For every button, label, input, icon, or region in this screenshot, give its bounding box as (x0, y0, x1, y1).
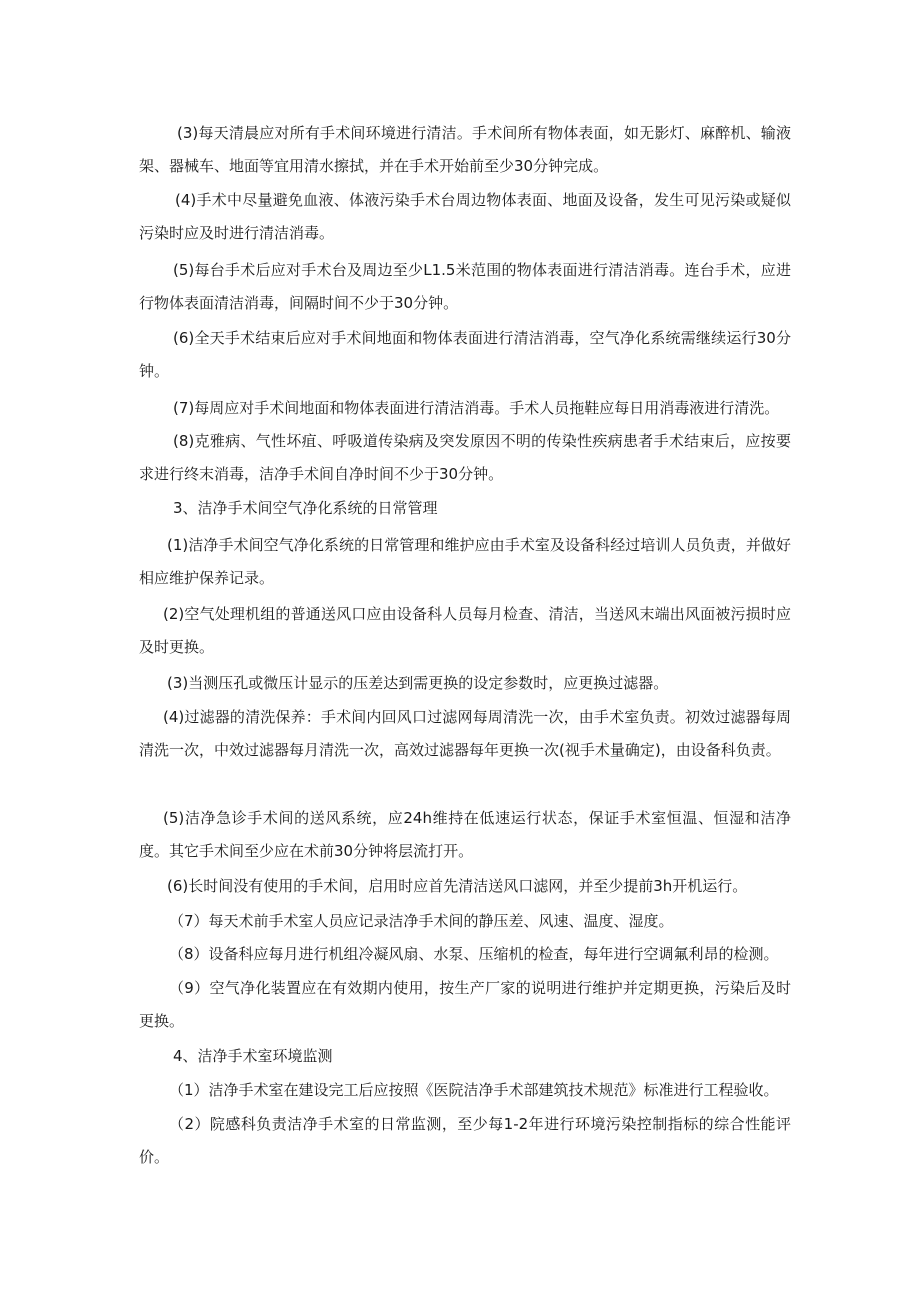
section-heading-3: 3、洁净手术间空气净化系统的日常管理 (173, 499, 438, 517)
paragraph-3-filter-replacement: (3)当测压孔或微压计显示的压差达到需更换的设定参数时，应更换过滤器。 (167, 674, 669, 692)
paragraph-8-terminal-disinfection: (8)克雅病、气性坏疽、呼吸道传染病及突发原因不明的传染性疾病患者手术结束后，应按要求进行终末消毒，洁净手术间自净时间不少于30分钟。 (139, 432, 791, 483)
section-heading-4: 4、洁净手术室环境监测 (173, 1047, 333, 1065)
paragraph-6-end-of-day: (6)全天手术结束后应对手术间地面和物体表面进行清洁消毒，空气净化系统需继续运行30分钟。 (139, 329, 791, 380)
paragraph-2-air-handling-unit: (2)空气处理机组的普通送风口应由设备科人员每月检查、清洁，当送风末端出风面被污损时应及时更换。 (139, 605, 791, 656)
paragraph-4-filter-cleaning: (4)过滤器的清洗保养：手术间内回风口过滤网每周清洗一次，由手术室负责。初效过滤器每周清洗一次，中效过滤器每月清洗一次，高效过滤器每年更换一次(视手术量确定)，由设备科负责。 (139, 708, 791, 759)
paragraph-8-equipment-check: （8）设备科应每月进行机组冷凝风扇、水泵、压缩机的检查，每年进行空调氟利昂的检测。 (169, 945, 779, 963)
paragraph-5-post-surgery-disinfection: (5)每台手术后应对手术台及周边至少L1.5米范围的物体表面进行清洁消毒。连台手术，应进行物体表面清洁消毒，间隔时间不少于30分钟。 (139, 261, 791, 312)
paragraph-5-emergency-or-ventilation: (5)洁净急诊手术间的送风系统，应24h维持在低速运行状态，保证手术室恒温、恒湿和洁净度。其它手术间至少应在术前30分钟将层流打开。 (139, 809, 791, 860)
paragraph-7-preop-recording: （7）每天术前手术室人员应记录洁净手术间的静压差、风速、温度、湿度。 (169, 912, 674, 930)
paragraph-6-unused-room-startup: (6)长时间没有使用的手术间，启用时应首先清洁送风口滤网，并至少提前3h开机运行。 (167, 877, 748, 895)
paragraph-1-maintenance-responsibility: (1)洁净手术间空气净化系统的日常管理和维护应由手术室及设备科经过培训人员负责，并做好相应维护保养记录。 (139, 536, 791, 587)
paragraph-3-daily-cleaning: (3)每天清晨应对所有手术间环境进行清洁。手术间所有物体表面，如无影灯、麻醉机、输液架、器械车、地面等宜用清水擦拭，并在手术开始前至少30分钟完成。 (139, 124, 791, 175)
paragraph-7-weekly-cleaning: (7)每周应对手术间地面和物体表面进行清洁消毒。手术人员拖鞋应每日用消毒液进行清洗。 (173, 399, 780, 417)
paragraph-1-acceptance: （1）洁净手术室在建设完工后应按照《医院洁净手术部建筑技术规范》标准进行工程验收。 (169, 1081, 779, 1099)
paragraph-9-air-purifier-use: （9）空气净化装置应在有效期内使用，按生产厂家的说明进行维护并定期更换，污染后及时更换。 (139, 979, 791, 1030)
paragraph-4-intraop-contamination: (4)手术中尽量避免血液、体液污染手术台周边物体表面、地面及设备，发生可见污染或疑似污染时应及时进行清洁消毒。 (139, 191, 791, 242)
paragraph-2-routine-monitoring: （2）院感科负责洁净手术室的日常监测，至少每1-2年进行环境污染控制指标的综合性能评价。 (139, 1115, 791, 1166)
